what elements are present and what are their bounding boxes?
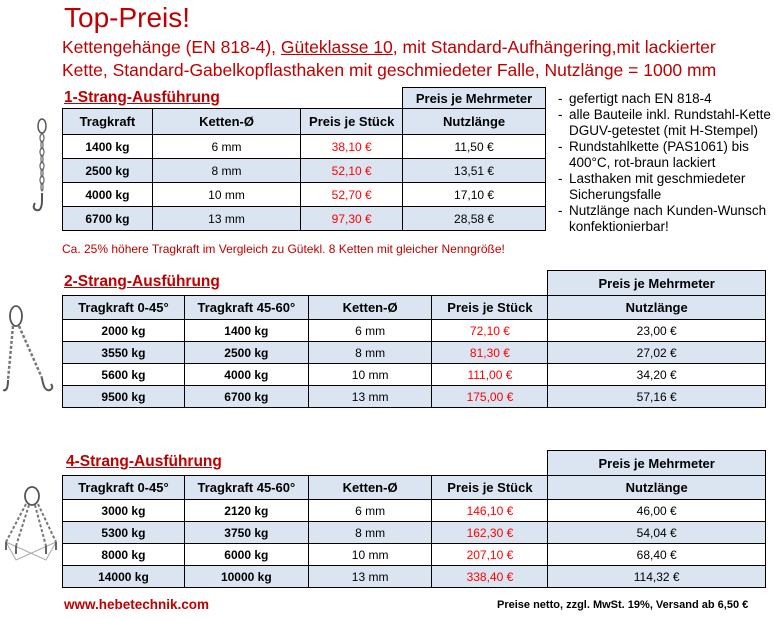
- strand4-heading: 4-Strang-Ausführung: [66, 453, 222, 470]
- extra-meter-price-cell: 114,32 €: [548, 566, 766, 588]
- column-header: Ketten-Ø: [308, 476, 432, 500]
- capacity-0-45-cell: 3000 kg: [63, 500, 185, 522]
- unit-price-cell: 162,30 €: [432, 522, 548, 544]
- unit-price-cell: 338,40 €: [432, 566, 548, 588]
- unit-price-cell: 146,10 €: [432, 500, 548, 522]
- strand4-extra-header: Preis je Mehrmeter: [548, 451, 766, 476]
- extra-meter-price-cell: 34,20 €: [548, 364, 766, 386]
- strand2-price-table: [62, 270, 766, 408]
- two-leg-chain-sling-icon: [2, 298, 58, 398]
- extra-meter-price-cell: 54,04 €: [548, 522, 766, 544]
- product-description: [62, 36, 774, 82]
- column-header: Preis je Stück: [432, 476, 548, 500]
- column-header: Preis je Stück: [301, 109, 403, 135]
- quality-class-link[interactable]: Güteklasse 10: [280, 37, 393, 57]
- capacity-0-45-cell: 14000 kg: [63, 566, 185, 588]
- extra-meter-price-cell: 13,51 €: [403, 159, 546, 183]
- extra-meter-price-cell: 28,58 €: [403, 207, 546, 231]
- table-row: [63, 522, 766, 544]
- strand4-price-table: [62, 450, 766, 588]
- chain-diameter-cell: 6 mm: [308, 320, 432, 342]
- table-row: [63, 159, 546, 183]
- table-row: [63, 500, 766, 522]
- column-header: Tragkraft 45-60°: [184, 296, 308, 320]
- strand1-extra-header: Preis je Mehrmeter: [403, 88, 546, 109]
- chain-diameter-cell: 8 mm: [152, 159, 300, 183]
- feature-item: - alle Bauteile inkl. Rundstahl-Kette DGUV-getestet (mit H-Stempel): [558, 107, 772, 139]
- strand1-heading: 1-Strang-Ausführung: [64, 89, 220, 106]
- chain-diameter-cell: 6 mm: [308, 500, 432, 522]
- chain-diameter-cell: 8 mm: [308, 522, 432, 544]
- chain-diameter-cell: 13 mm: [308, 566, 432, 588]
- strand1-price-table: [62, 87, 546, 231]
- capacity-note: Ca. 25% höhere Tragkraft im Vergleich zu Gütekl. 8 Ketten mit gleicher Nenngröße!: [62, 242, 505, 256]
- unit-price-cell: 81,30 €: [432, 342, 548, 364]
- description-line1-end: , mit Standard-Aufhängering,mit lackierter: [392, 37, 716, 57]
- capacity-45-60-cell: 6000 kg: [184, 544, 308, 566]
- unit-price-cell: 52,70 €: [301, 183, 403, 207]
- single-leg-chain-sling-icon: [30, 118, 54, 218]
- chain-diameter-cell: 13 mm: [308, 386, 432, 408]
- capacity-45-60-cell: 2500 kg: [184, 342, 308, 364]
- chain-diameter-cell: 13 mm: [152, 207, 300, 231]
- strand2-heading: 2-Strang-Ausführung: [64, 273, 220, 290]
- capacity-45-60-cell: 6700 kg: [184, 386, 308, 408]
- table-row: [63, 207, 546, 231]
- extra-meter-price-cell: 17,10 €: [403, 183, 546, 207]
- column-header: Nutzlänge: [403, 109, 546, 135]
- price-footnote: Preise netto, zzgl. MwSt. 19%, Versand ab 6,50 €: [497, 599, 749, 611]
- page-title: Top-Preis!: [64, 2, 191, 33]
- table-row: [63, 135, 546, 159]
- capacity-45-60-cell: 1400 kg: [184, 320, 308, 342]
- unit-price-cell: 72,10 €: [432, 320, 548, 342]
- capacity-0-45-cell: 5300 kg: [63, 522, 185, 544]
- column-header: Nutzlänge: [548, 476, 766, 500]
- capacity-45-60-cell: 2120 kg: [184, 500, 308, 522]
- column-header: Tragkraft 0-45°: [63, 296, 185, 320]
- capacity-cell: 4000 kg: [63, 183, 153, 207]
- chain-diameter-cell: 10 mm: [308, 364, 432, 386]
- feature-list: [558, 91, 772, 235]
- capacity-45-60-cell: 4000 kg: [184, 364, 308, 386]
- extra-meter-price-cell: 23,00 €: [548, 320, 766, 342]
- column-header: Tragkraft 45-60°: [184, 476, 308, 500]
- column-header: Ketten-Ø: [308, 296, 432, 320]
- extra-meter-price-cell: 11,50 €: [403, 135, 546, 159]
- unit-price-cell: 175,00 €: [432, 386, 548, 408]
- table-row: [63, 386, 766, 408]
- chain-diameter-cell: 10 mm: [152, 183, 300, 207]
- extra-meter-price-cell: 57,16 €: [548, 386, 766, 408]
- four-leg-chain-sling-icon: [2, 484, 60, 584]
- column-header: Tragkraft 0-45°: [63, 476, 185, 500]
- unit-price-cell: 52,10 €: [301, 159, 403, 183]
- description-line1-start: Kettengehänge (EN 818-4),: [62, 37, 281, 57]
- extra-meter-price-cell: 46,00 €: [548, 500, 766, 522]
- extra-meter-price-cell: 27,02 €: [548, 342, 766, 364]
- capacity-0-45-cell: 5600 kg: [63, 364, 185, 386]
- feature-item: - gefertigt nach EN 818-4: [558, 91, 772, 107]
- capacity-45-60-cell: 3750 kg: [184, 522, 308, 544]
- column-header: Preis je Stück: [432, 296, 548, 320]
- extra-meter-price-cell: 68,40 €: [548, 544, 766, 566]
- table-row: [63, 566, 766, 588]
- description-line2: Kette, Standard-Gabelkopflasthaken mit geschmiedeter Falle, Nutzlänge = 1000 mm: [62, 60, 717, 80]
- table-row: [63, 342, 766, 364]
- website-link[interactable]: www.hebetechnik.com: [64, 597, 210, 612]
- unit-price-cell: 38,10 €: [301, 135, 403, 159]
- table-row: [63, 320, 766, 342]
- capacity-0-45-cell: 9500 kg: [63, 386, 185, 408]
- capacity-cell: 2500 kg: [63, 159, 153, 183]
- capacity-0-45-cell: 2000 kg: [63, 320, 185, 342]
- unit-price-cell: 207,10 €: [432, 544, 548, 566]
- feature-item: - Nutzlänge nach Kunden-Wunsch konfektionierbar!: [558, 203, 772, 235]
- chain-diameter-cell: 10 mm: [308, 544, 432, 566]
- column-header: Ketten-Ø: [152, 109, 300, 135]
- column-header: Nutzlänge: [548, 296, 766, 320]
- capacity-0-45-cell: 8000 kg: [63, 544, 185, 566]
- capacity-0-45-cell: 3550 kg: [63, 342, 185, 364]
- table-row: [63, 544, 766, 566]
- chain-diameter-cell: 6 mm: [152, 135, 300, 159]
- unit-price-cell: 97,30 €: [301, 207, 403, 231]
- column-header: Tragkraft: [63, 109, 153, 135]
- unit-price-cell: 111,00 €: [432, 364, 548, 386]
- feature-item: - Lasthaken mit geschmiedeter Sicherungsfalle: [558, 171, 772, 203]
- capacity-cell: 6700 kg: [63, 207, 153, 231]
- table-row: [63, 183, 546, 207]
- chain-diameter-cell: 8 mm: [308, 342, 432, 364]
- strand2-extra-header: Preis je Mehrmeter: [548, 271, 766, 296]
- feature-item: - Rundstahlkette (PAS1061) bis 400°C, rot-braun lackiert: [558, 139, 772, 171]
- table-row: [63, 364, 766, 386]
- capacity-cell: 1400 kg: [63, 135, 153, 159]
- capacity-45-60-cell: 10000 kg: [184, 566, 308, 588]
